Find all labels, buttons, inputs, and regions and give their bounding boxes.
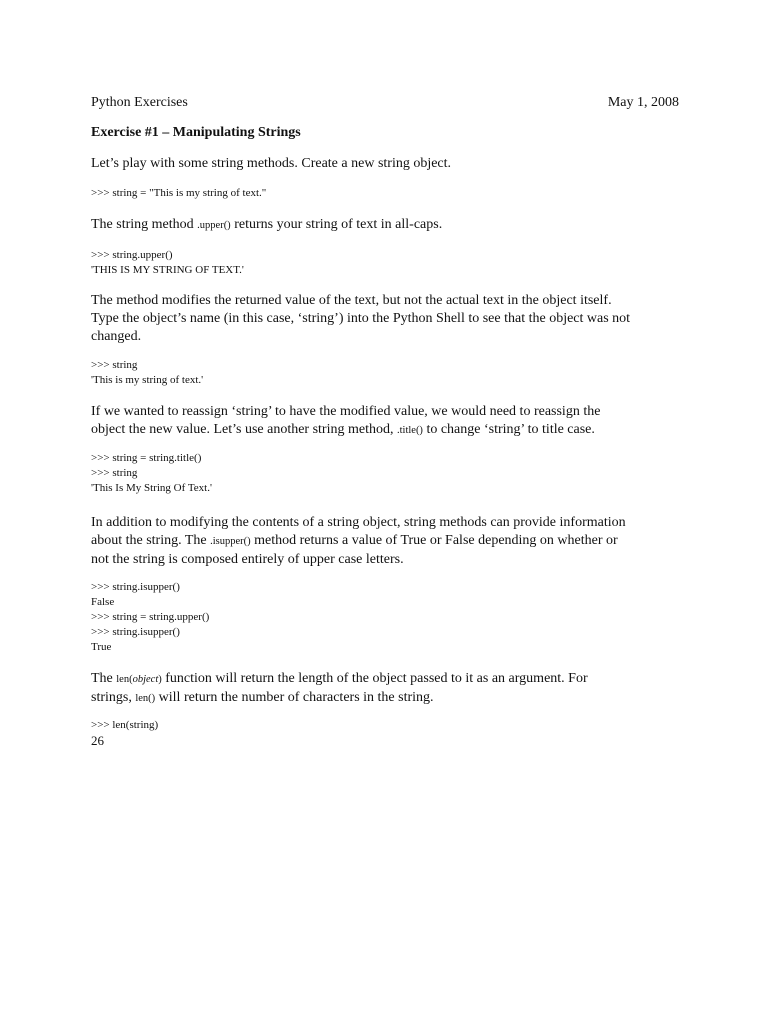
page-header: [91, 94, 679, 111]
paragraph-info: [91, 514, 691, 569]
text-segment: The: [91, 671, 117, 686]
code-line: >>> string: [91, 467, 138, 479]
text-line: [91, 532, 691, 551]
text-segment: to change ‘string’ to title case.: [422, 422, 595, 437]
paragraph-upper: [91, 216, 691, 235]
inline-code: len(): [135, 693, 156, 704]
inline-code: len(: [116, 674, 133, 685]
code-block-upper: [91, 248, 691, 278]
text-line: In addition to modifying the contents of a string object, string methods can provide information: [91, 515, 626, 530]
code-line: >>> string: [91, 359, 138, 371]
code-output: 26: [91, 733, 104, 748]
inline-code: .isupper(): [210, 536, 251, 547]
code-line: >>> string = string.title(): [91, 452, 202, 464]
text-segment: function will return the length of the object passed to it as an argument. For: [161, 671, 588, 686]
code-output: 'This is my string of text.': [91, 374, 204, 386]
text-line: [91, 689, 691, 708]
paragraph-intro: Let’s play with some string methods. Create a new string object.: [91, 156, 452, 171]
header-date: May 1, 2008: [607, 95, 679, 110]
text-line: not the string is composed entirely of upper case letters.: [91, 552, 404, 567]
paragraph-len: [91, 670, 691, 708]
inline-code: ): [158, 674, 162, 685]
text-line: [91, 421, 691, 440]
text-line: If we wanted to reassign ‘string’ to have the modified value, we would need to reassign the: [91, 404, 601, 419]
inline-code: .title(): [396, 425, 423, 436]
text-line: Type the object’s name (in this case, ‘string’) into the Python Shell to see that the object was not: [91, 311, 631, 326]
code-output: 'THIS IS MY STRING OF TEXT.': [91, 264, 244, 276]
inline-code: .upper(): [197, 220, 231, 231]
inline-code-italic: object: [132, 674, 159, 685]
text-segment: method returns a value of True or False depending on whether or: [250, 533, 618, 548]
text-segment: The string method: [91, 217, 198, 232]
code-line: >>> string.upper(): [91, 249, 173, 261]
code-output: 'This Is My String Of Text.': [91, 482, 212, 494]
code-line: >>> string.isupper(): [91, 626, 180, 638]
code-output: True: [91, 641, 112, 653]
text-line: [91, 670, 691, 689]
code-block-create: [91, 186, 691, 201]
text-segment: will return the number of characters in the string.: [155, 690, 434, 705]
code-line: >>> string = string.upper(): [91, 611, 210, 623]
text-segment: strings,: [91, 690, 136, 705]
code-block-string: [91, 358, 691, 388]
text-segment: object the new value. Let’s use another string method,: [91, 422, 397, 437]
code-line: >>> string = "This is my string of text.": [91, 187, 267, 199]
code-block-isupper: [91, 580, 691, 655]
text-segment: about the string. The: [91, 533, 211, 548]
text-segment: returns your string of text in all-caps.: [230, 217, 443, 232]
code-output: False: [91, 596, 115, 608]
header-title: Python Exercises: [91, 95, 188, 110]
code-block-title: [91, 451, 691, 496]
text-line: changed.: [91, 329, 142, 344]
paragraph-reassign: [91, 403, 691, 440]
paragraph-modifies: [91, 292, 691, 346]
code-block-len: [91, 718, 691, 748]
exercise-title: Exercise #1 – Manipulating Strings: [91, 125, 301, 140]
text-line: The method modifies the returned value of the text, but not the actual text in the object itself.: [91, 293, 612, 308]
code-line: >>> string.isupper(): [91, 581, 180, 593]
code-line: >>> len(string): [91, 719, 159, 731]
